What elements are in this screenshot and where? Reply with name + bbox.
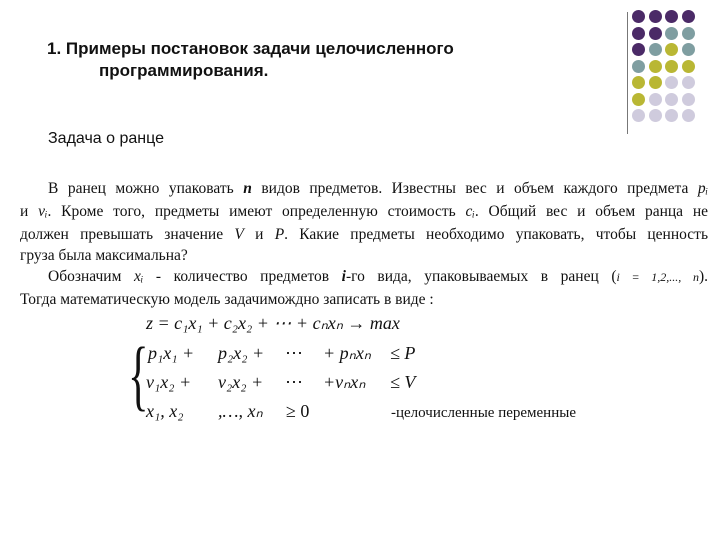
decorative-dot (649, 27, 662, 40)
text: Обозначим (48, 268, 122, 285)
decorative-dot (682, 76, 695, 89)
var-c-i: cᵢ (465, 203, 475, 220)
decorative-dot (632, 93, 645, 106)
text: . Кроме того, предметы имеют определенную стоимость (47, 203, 456, 220)
decorative-dot (649, 43, 662, 56)
decorative-dot (682, 43, 695, 56)
decorative-dot (649, 10, 662, 23)
decorative-dot (682, 10, 695, 23)
var-n: n (243, 180, 252, 197)
paragraph-line-1 (48, 178, 708, 200)
nonnegativity-bound: ≥ 0 (286, 401, 310, 421)
section-subtitle: Задача о ранце (48, 130, 164, 147)
decorative-dot (632, 60, 645, 73)
decorative-dot (632, 43, 645, 56)
objective-function: z = c₁x₁ + c₂x₂ + ⋯ + cₙxₙ → max (146, 313, 400, 333)
decorative-dot (649, 60, 662, 73)
var-p-i: pᵢ (697, 180, 709, 197)
decorative-dot (649, 109, 662, 122)
paragraph-line-6: Тогда математическую модель задачимождно записать в виде : (20, 291, 434, 308)
paragraph-line-2 (20, 201, 708, 223)
text (611, 268, 708, 285)
decorative-dot-grid (632, 10, 714, 130)
decorative-dot (665, 10, 678, 23)
text: и (255, 226, 264, 243)
decorative-dot (682, 109, 695, 122)
constraint-weight-term-n: + pₙxₙ (323, 343, 371, 363)
constraint-weight-term-2: p₂x₂ + (218, 343, 265, 363)
paren-close: ). (698, 268, 709, 285)
text: видов предметов. Известны вес и объем каждого предмета (261, 180, 689, 197)
constraint-weight-term-1: p₁x₁ + (148, 343, 195, 363)
constraint-weight-dots: ⋯ (285, 343, 303, 363)
decorative-dot (632, 76, 645, 89)
decorative-dot (632, 27, 645, 40)
constraint-volume-term-1: v₁x₂ + (146, 372, 192, 392)
title-line-1: 1. Примеры постановок задачи целочисленного (47, 39, 454, 58)
decorative-dot (665, 76, 678, 89)
nonnegativity-vars-2: ,…, xₙ (218, 401, 263, 421)
paragraph-line-5 (48, 266, 708, 288)
decorative-dot (649, 93, 662, 106)
system-brace: { (128, 331, 149, 418)
title-line-2: программирования. (99, 61, 269, 80)
decorative-dot (665, 60, 678, 73)
index-range: i = 1,2,..., n (616, 270, 699, 284)
var-v-i: vᵢ (38, 203, 48, 220)
decorative-divider (627, 12, 628, 134)
constraint-volume-term-2: v₂x₂ + (218, 372, 264, 392)
text: и (20, 203, 29, 220)
constraint-volume-dots: ⋯ (285, 372, 303, 392)
decorative-dot (682, 93, 695, 106)
decorative-dot (665, 27, 678, 40)
decorative-dot (682, 27, 695, 40)
slide-title (47, 38, 454, 82)
text: . Какие предметы необходимо упаковать, чтобы ценность (284, 226, 709, 243)
decorative-dot (632, 10, 645, 23)
constraint-volume-term-n: +vₙxₙ (323, 372, 366, 392)
decorative-dot (649, 76, 662, 89)
paragraph-line-4: груза была максимальна? (20, 247, 188, 264)
nonnegativity-vars-1: x₁, x₂ (146, 401, 184, 421)
text: должен превышать значение (20, 226, 224, 243)
var-V: V (234, 226, 244, 243)
decorative-dot (665, 109, 678, 122)
constraint-weight-bound: ≤ P (390, 343, 416, 363)
decorative-dot (632, 109, 645, 122)
text: . Общий вес и объем ранца не (474, 203, 709, 220)
decorative-dot (682, 60, 695, 73)
decorative-dot (665, 93, 678, 106)
paren-open: ( (611, 268, 617, 285)
var-P: P (274, 226, 285, 243)
var-x-i: xᵢ (133, 268, 144, 285)
paragraph-line-3 (20, 224, 708, 246)
constraint-volume-bound: ≤ V (390, 372, 416, 392)
text: -го вида, упаковываемых в ранец (345, 268, 599, 285)
text: - количество предметов (155, 268, 330, 285)
integer-variables-note: -целочисленные переменные (391, 405, 576, 421)
text: В ранец можно упаковать (48, 180, 234, 197)
decorative-dot (665, 43, 678, 56)
var-i: i (341, 268, 346, 285)
